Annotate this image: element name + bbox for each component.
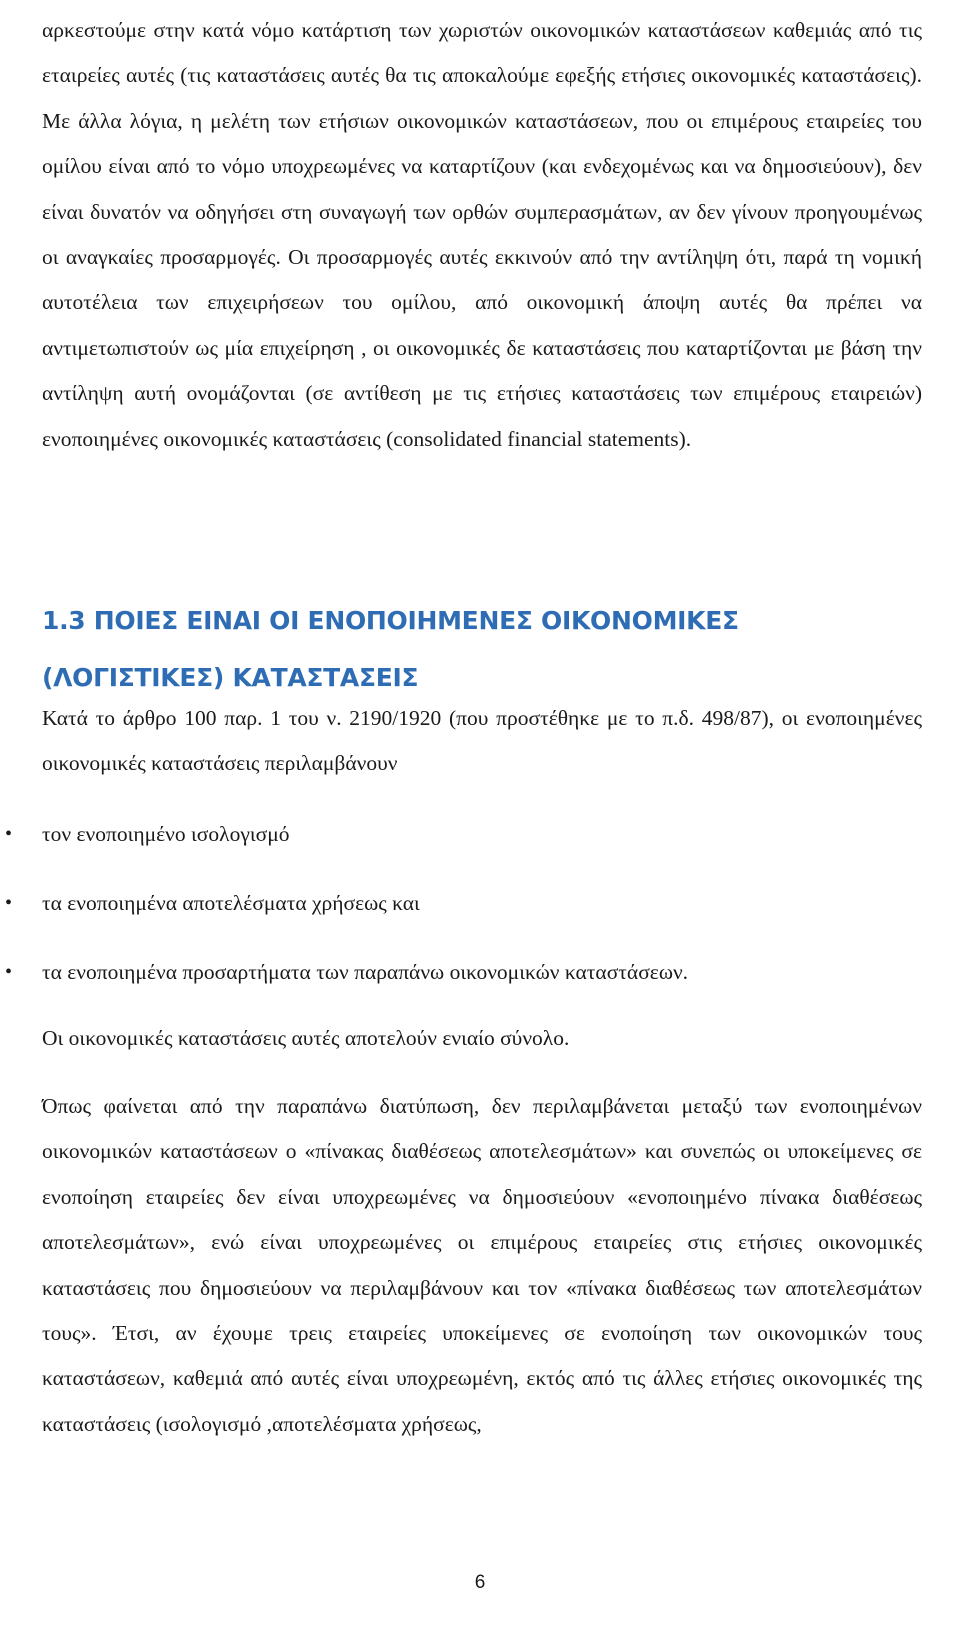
list-item-text: τα ενοποιημένα αποτελέσματα χρήσεως και — [42, 891, 420, 915]
page-number: 6 — [474, 1572, 486, 1593]
intro-paragraph: αρκεστούμε στην κατά νόμο κατάρτιση των χωριστών οικονομικών καταστάσεων καθεμιάς από τις εταιρείες αυτές (τις καταστάσεις αυτές θα τις αποκαλούμε εφεξής ετήσιες οικονομικές καταστάσεις). Με άλλα λόγια, η μελέτη των ετήσιων οικονομικών καταστάσεων, που οι επιμέρους εταιρείες του ομίλου είναι από το νόμο υποχρεωμένες να καταρτίζουν (και ενδεχομένως και να δημοσιεύουν), δεν είναι δυνατόν να οδηγήσει στη συναγωγή των ορθών συμπερασμάτων, αν δεν γίνουν προηγουμένως οι αναγκαίες προσαρμογές. Οι προσαρμογές αυτές εκκινούν από την αντίληψη ότι, παρά τη νομική αυτοτέλεια των επιχειρήσεων του ομίλου, από οικονομική άποψη αυτές θα πρέπει να αντιμετωπιστούν ως μία επιχείρηση , οι οικονομικές δε καταστάσεις που καταρτίζονται με βάση την αντίληψη αυτή ονομάζονται (σε αντίθεση με τις ετήσιες καταστάσεις των επιμέρους εταιρειών) ενοποιημένες οικονομικές καταστάσεις (consolidated financial statements). — [42, 18, 922, 451]
section-heading-line-1: 1.3 ΠΟΙΕΣ ΕΙΝΑΙ ΟΙ ΕΝΟΠΟΙΗΜΕΝΕΣ ΟΙΚΟΝΟΜΙΚΕΣ — [42, 606, 739, 635]
list-item — [5, 812, 922, 857]
list-item-text: τα ενοποιημένα προσαρτήματα των παραπάνω οικονομικών καταστάσεων. — [42, 960, 689, 984]
list-item — [5, 950, 922, 995]
list-item-text: τον ενοποιημένο ισολογισμό — [42, 822, 290, 846]
article-paragraph: Κατά το άρθρο 100 παρ. 1 του ν. 2190/1920 (που προστέθηκε με το π.δ. 498/87), οι ενοποιημένες οικονομικές καταστάσεις περιλαμβάνουν — [42, 706, 922, 776]
statements-list — [5, 812, 922, 1019]
bullet-icon: • — [5, 823, 13, 845]
unity-paragraph: Οι οικονομικές καταστάσεις αυτές αποτελούν ενιαίο σύνολο. — [42, 1026, 570, 1050]
list-item — [5, 881, 922, 926]
section-heading — [42, 592, 922, 706]
closing-paragraph: Όπως φαίνεται από την παραπάνω διατύπωση, δεν περιλαμβάνεται μεταξύ των ενοποιημένων οικονομικών καταστάσεων ο «πίνακας διαθέσεως αποτελεσμάτων» και συνεπώς οι υποκείμενες σε ενοποίηση εταιρείες δεν είναι υποχρεωμένες να δημοσιεύουν «ενοποιημένο πίνακα διαθέσεως αποτελεσμάτων», ενώ είναι υποχρεωμένες οι επιμέρους εταιρείες στις ετήσιες οικονομικές καταστάσεις που δημοσιεύουν να περιλαμβάνουν και τον «πίνακα διαθέσεως των αποτελεσμάτων τους». Έτσι, αν έχουμε τρεις εταιρείες υποκείμενες σε ενοποίηση των οικονομικών τους καταστάσεων, καθεμιά από αυτές είναι υποχρεωμένη, εκτός από τις άλλες ετήσιες οικονομικές της καταστάσεις (ισολογισμό ,αποτελέσματα χρήσεως, — [42, 1094, 922, 1436]
bullet-icon: • — [5, 961, 13, 983]
section-heading-line-2: (ΛΟΓΙΣΤΙΚΕΣ) ΚΑΤΑΣΤΑΣΕΙΣ — [42, 663, 419, 692]
bullet-icon: • — [5, 892, 13, 914]
